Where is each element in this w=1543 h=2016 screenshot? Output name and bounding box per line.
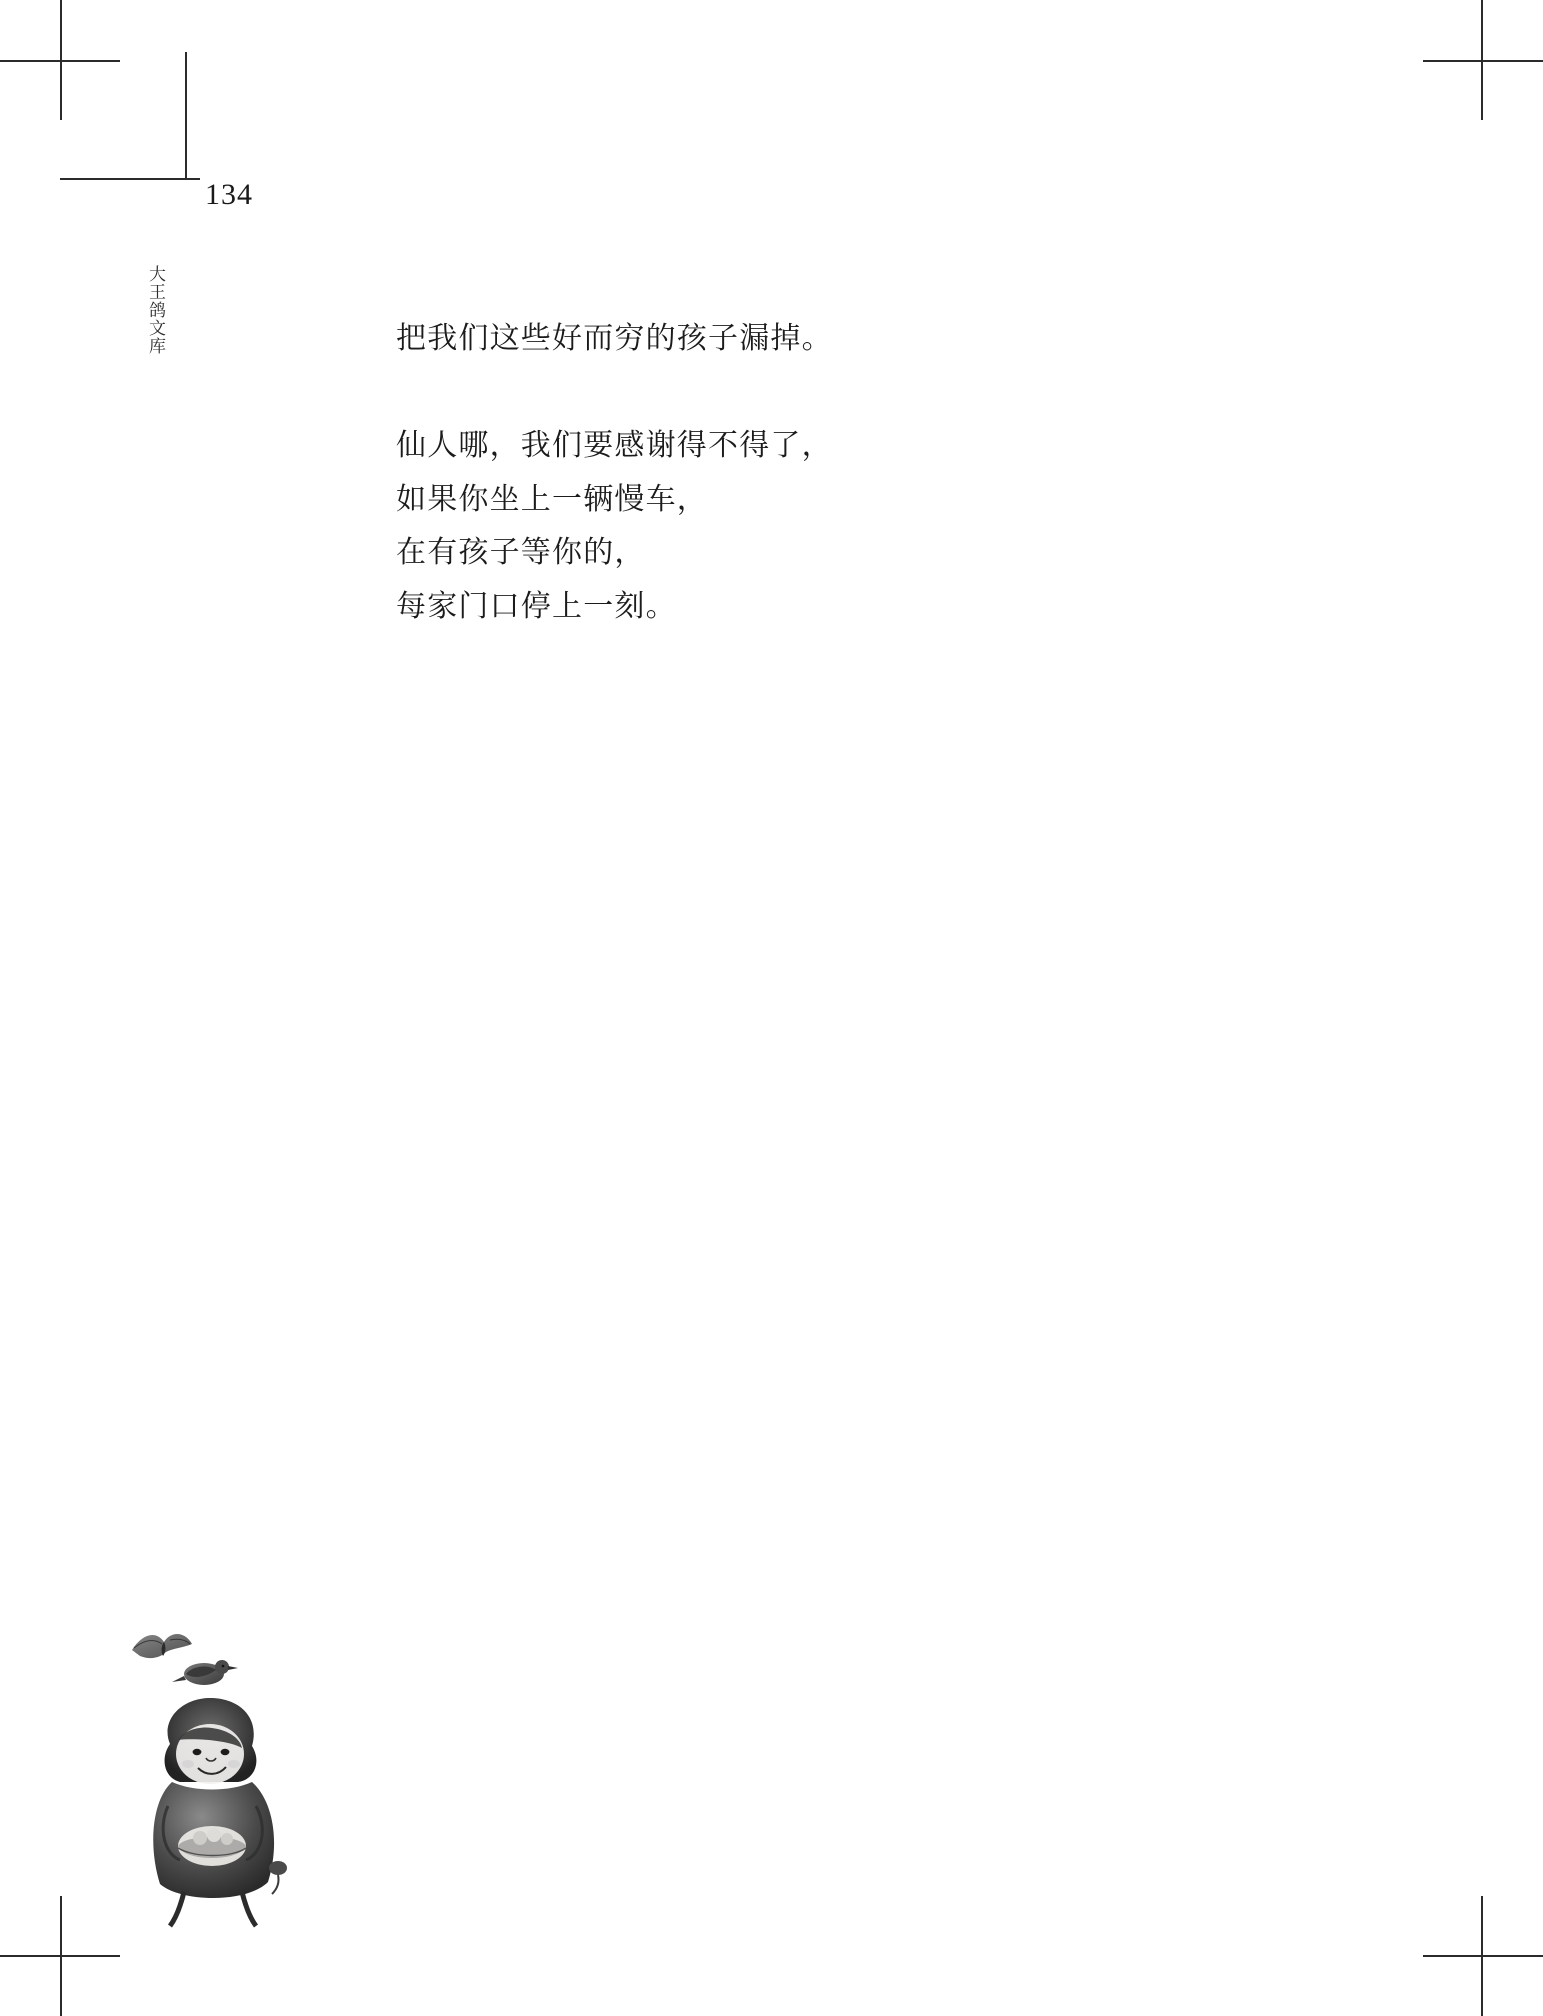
page-number: 134	[205, 178, 253, 211]
poem-line: 仙人哪，我们要感谢得不得了，	[396, 429, 833, 463]
flying-bird-icon	[132, 1634, 192, 1658]
stanza	[396, 312, 1296, 365]
poem-line: 每家门口停上一刻。	[396, 589, 677, 623]
poem-body	[396, 312, 1296, 633]
child-figure	[153, 1698, 287, 1926]
poem-line: 在有孩子等你的，	[396, 536, 646, 570]
perched-bird-icon	[172, 1660, 238, 1685]
series-label: 大王鸽文库	[146, 265, 165, 355]
stanza	[396, 419, 1296, 633]
poem-line: 如果你坐上一辆慢车，	[396, 482, 708, 516]
illustration	[120, 1610, 350, 1930]
poem-line: 把我们这些好而穷的孩子漏掉。	[396, 322, 833, 355]
